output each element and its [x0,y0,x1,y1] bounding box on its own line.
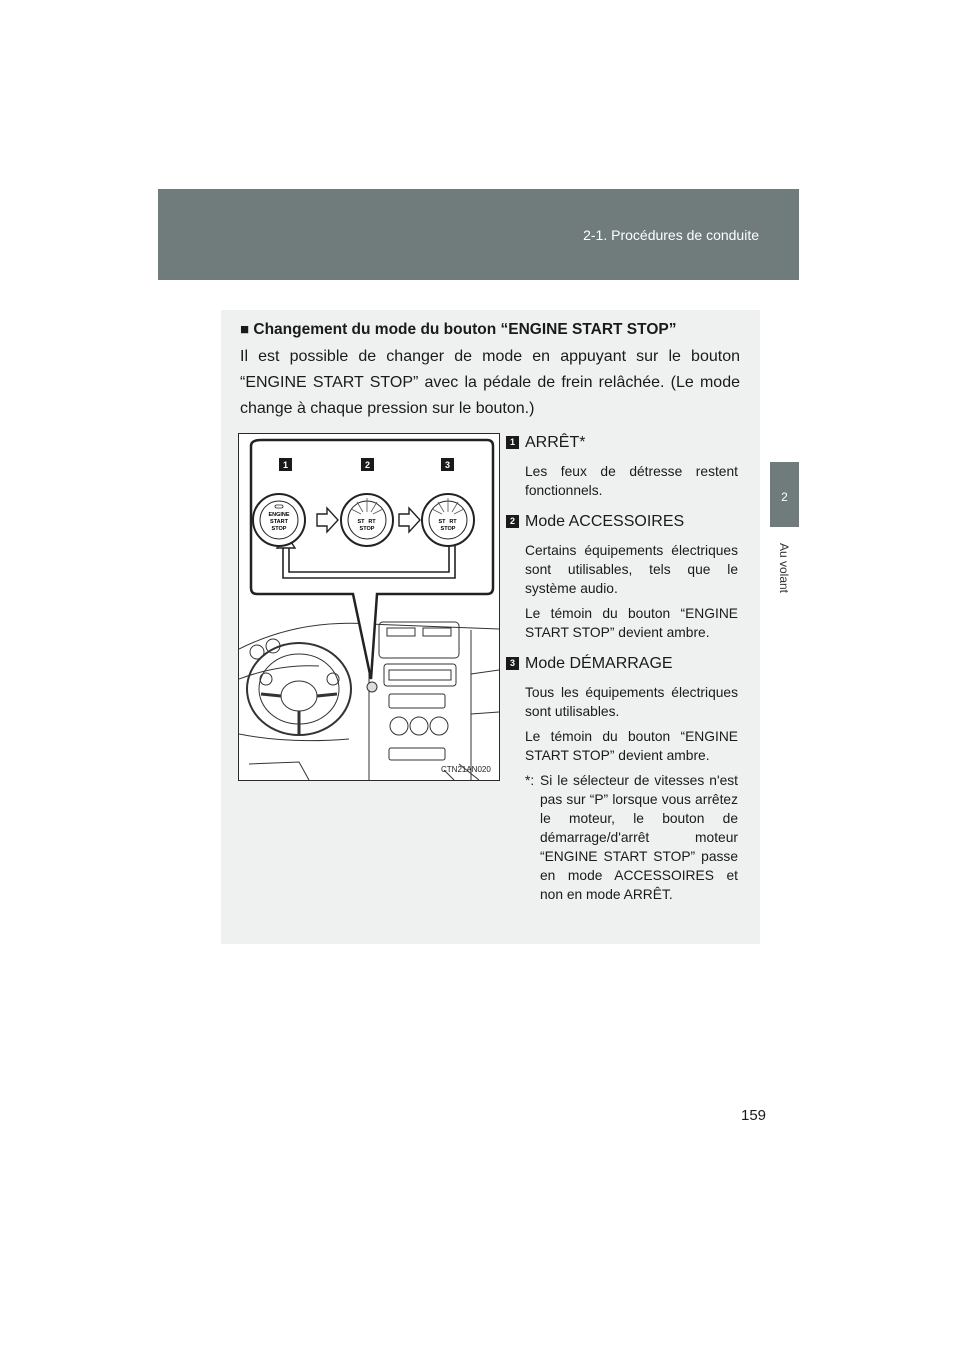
svg-text:STOP: STOP [440,526,456,532]
mode-title: Mode ACCESSOIRES [525,513,685,530]
svg-text:ST: ST [438,519,446,525]
chapter-label: Au volant [777,542,791,594]
svg-text:STOP: STOP [359,526,375,532]
engine-button-lit [341,494,393,546]
svg-text:START: START [270,519,288,525]
footnote-mark: *: [525,773,535,788]
callout-number: 2 [364,460,371,470]
mode-list [506,430,738,904]
section-heading [240,321,676,339]
figure-code: CTN21AN020 [441,765,491,774]
mode-description: Les feux de détresse restent fonctionnels. [525,464,738,498]
number-badge: 3 [506,657,519,670]
mode-heading [506,430,738,456]
callout-number: 3 [444,460,451,470]
mode-description: Tous les équipements électriques sont utilisables. [525,685,738,719]
mode-description: Le témoin du bouton “ENGINE START STOP” devient ambre. [525,606,738,640]
dashboard-illustration [238,433,500,781]
callout-number: 1 [282,460,289,470]
chapter-number: 2 [781,490,788,504]
header-band [158,189,799,280]
svg-text:RT: RT [449,519,457,525]
content-panel [221,310,760,944]
svg-text:ST: ST [357,519,365,525]
number-badge: 1 [506,436,519,449]
mode-description: Certains équipements électriques sont utilisables, tels que le système audio. [525,543,738,596]
footnote-text: Si le sélecteur de vitesses n'est pas sur “P” lorsque vous arrêtez le moteur, le bouton de démarrage/d'arrêt moteur “ENGINE START STOP” passe en mode ACCESSOIRES et non en mode ARRÊT. [540,773,738,902]
section-title: 2-1. Procédures de conduite [583,227,759,243]
mode-description: Le témoin du bouton “ENGINE START STOP” devient ambre. [525,729,738,763]
number-badge: 2 [506,515,519,528]
mode-heading [506,509,738,535]
mode-title: ARRÊT* [525,434,586,451]
svg-text:ENGINE: ENGINE [268,512,290,518]
mode-title: Mode DÉMARRAGE [525,655,673,672]
svg-text:STOP: STOP [271,526,287,532]
square-bullet-icon: ■ [240,321,250,338]
engine-button-off [253,494,305,546]
mode-heading [506,651,738,677]
section-heading-text: Changement du mode du bouton “ENGINE START STOP” [253,321,677,338]
engine-button-lit [422,494,474,546]
footnote [506,771,738,904]
intro-paragraph: Il est possible de changer de mode en appuyant sur le bouton “ENGINE START STOP” avec la pédale de frein relâchée. (Le mode change à chaque pression sur le bouton.) [240,348,740,417]
chapter-tab [770,462,799,527]
dashboard-drawing [239,434,499,780]
svg-text:RT: RT [368,519,376,525]
page-number: 159 [741,1107,767,1124]
